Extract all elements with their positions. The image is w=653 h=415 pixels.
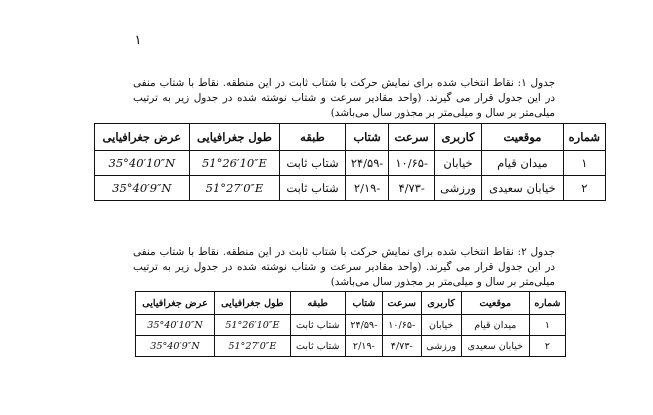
cell-acceleration: -۲/۱۹ — [345, 336, 382, 357]
cell-location: میدان قیام — [482, 151, 563, 176]
cell-latitude: 35°40′9″N — [95, 176, 190, 201]
cell-velocity: -۱۰/۶۵ — [389, 151, 434, 176]
cell-location: میدان قیام — [461, 315, 529, 336]
cell-location: خیابان سعیدی — [461, 336, 529, 357]
cell-acceleration: -۲۴/۵۹ — [345, 151, 389, 176]
cell-usage: خیابان — [421, 315, 461, 336]
cell-class: شتاب ثابت — [280, 151, 346, 176]
page-number: ۱ — [134, 33, 142, 48]
cell-latitude: 35°40′10″N — [95, 151, 190, 176]
table-header-row — [95, 124, 606, 151]
cell-longitude: 51°27′0″E — [189, 176, 280, 201]
cell-longitude: 51°26′10″E — [189, 151, 280, 176]
col-header-longitude: طول جغرافیایی — [189, 124, 280, 151]
table-2 — [135, 291, 566, 357]
cell-class: شتاب ثابت — [290, 336, 345, 357]
cell-usage: ورزشی — [421, 336, 461, 357]
table-header-row — [136, 292, 566, 315]
table-2-caption: جدول ۲: نقاط انتخاب شده برای نمایش حرکت با شتاب ثابت در این منطقه. نقاط با شتاب منفی در این جدول قرار می گیرند. (واحد مقادیر سرعت و شتاب نوشته شده در جدول زیر به ترتیب میلی‌متر بر سال و میلی‌متر بر مجذور سال می‌باشد) — [133, 246, 555, 288]
col-header-latitude: عرض جغرافیایی — [136, 292, 215, 315]
cell-acceleration: -۲/۱۹ — [345, 176, 389, 201]
cell-number: ۱ — [529, 315, 565, 336]
col-header-number: شماره — [529, 292, 565, 315]
col-header-acceleration: شتاب — [345, 292, 382, 315]
cell-velocity: -۱۰/۶۵ — [382, 315, 421, 336]
col-header-usage: کاربری — [421, 292, 461, 315]
cell-acceleration: -۲۴/۵۹ — [345, 315, 382, 336]
table-1 — [94, 123, 606, 201]
table-row — [95, 176, 606, 201]
table-row — [136, 315, 566, 336]
cell-longitude: 51°27′0″E — [215, 336, 291, 357]
table-row — [136, 336, 566, 357]
col-header-number: شماره — [563, 124, 605, 151]
cell-velocity: -۴/۷۳ — [382, 336, 421, 357]
cell-class: شتاب ثابت — [280, 176, 346, 201]
col-header-longitude: طول جغرافیایی — [215, 292, 291, 315]
col-header-acceleration: شتاب — [345, 124, 389, 151]
cell-class: شتاب ثابت — [290, 315, 345, 336]
cell-latitude: 35°40′10″N — [136, 315, 215, 336]
col-header-location: موقعیت — [461, 292, 529, 315]
cell-number: ۲ — [563, 176, 605, 201]
col-header-class: طبقه — [280, 124, 346, 151]
col-header-velocity: سرعت — [389, 124, 434, 151]
cell-latitude: 35°40′9″N — [136, 336, 215, 357]
cell-location: خیابان سعیدی — [482, 176, 563, 201]
col-header-latitude: عرض جغرافیایی — [95, 124, 190, 151]
cell-number: ۱ — [563, 151, 605, 176]
col-header-location: موقعیت — [482, 124, 563, 151]
cell-number: ۲ — [529, 336, 565, 357]
table-1-caption: جدول ۱: نقاط انتخاب شده برای نمایش حرکت با شتاب ثابت در این منطقه. نقاط با شتاب منفی در این جدول قرار می گیرند. (واحد مقادیر سرعت و شتاب نوشته شده در جدول زیر به ترتیب میلی‌متر بر سال و میلی‌متر بر مجذور سال می‌باشد) — [133, 77, 555, 119]
col-header-velocity: سرعت — [382, 292, 421, 315]
table-row — [95, 151, 606, 176]
col-header-class: طبقه — [290, 292, 345, 315]
col-header-usage: کاربری — [434, 124, 481, 151]
cell-usage: ورزشی — [434, 176, 481, 201]
cell-velocity: -۴/۷۳ — [389, 176, 434, 201]
cell-usage: خیابان — [434, 151, 481, 176]
cell-longitude: 51°26′10″E — [215, 315, 291, 336]
